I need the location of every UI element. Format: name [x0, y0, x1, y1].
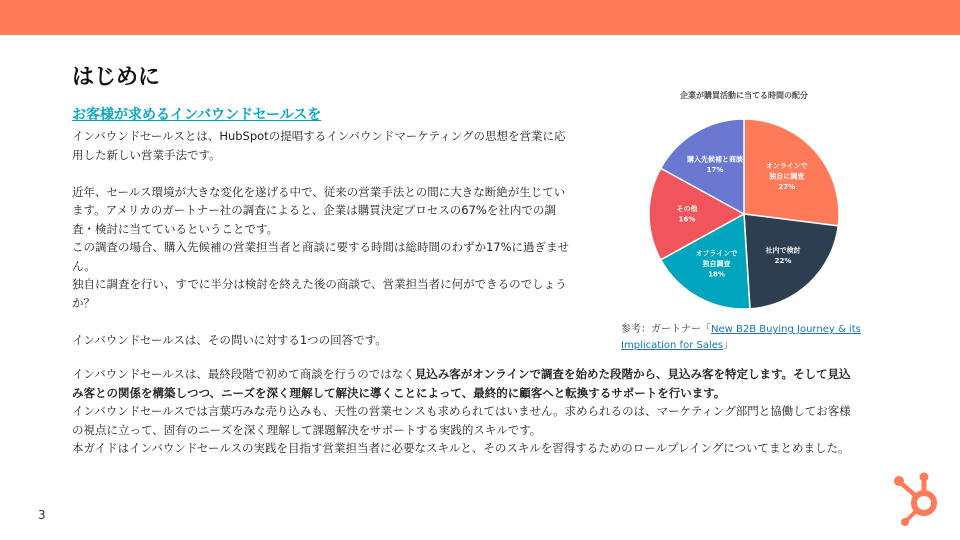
- citation-link[interactable]: New B2B Buying Journey & its Implication for Sales: [621, 324, 861, 351]
- pie-slice-value: 17%: [706, 166, 724, 175]
- pie-slice-label: 購入先候補と商談: [686, 155, 743, 164]
- pie-slice-value: 16%: [678, 215, 696, 224]
- page-number: 3: [38, 508, 46, 522]
- body-paragraph-3: 本ガイドはインバウンドセールスの実践を目指す営業担当者に必要なスキルと、そのスキルを習得するためのロールプレイングについてまとめました。: [72, 441, 850, 455]
- hubspot-sprocket-icon: [888, 466, 950, 528]
- intro-paragraph: 独自に調査を行い、すでに半分は検討を終えた後の商談で、営業担当者に何ができるのでしょうか？: [72, 277, 567, 310]
- pie-chart: [644, 114, 844, 314]
- intro-text: [72, 127, 572, 349]
- section-heading: お客様が求めるインバウンドセールスを: [72, 107, 322, 123]
- intro-paragraph: 近年、セールス環境が大きな変化を遂げる中で、従来の営業手法との間に大きな断絶が生じています。アメリカのガートナー社の調査によると、企業は購買決定プロセスの67%を社内での調査・検討に当てているということです。: [72, 184, 566, 236]
- pie-slice-value: 27%: [778, 182, 796, 191]
- top-accent-bar: [0, 0, 960, 35]
- body-paragraph-2: インバウンドセールスでは言葉巧みな売り込みも、天性の営業センスも求められてはいません。求められるのは、マーケティング部門と協働してお客様の視点に立って、固有のニーズを深く理解して課題解決をサポートする実践的スキルです。: [72, 404, 851, 437]
- chart-title: 企業が購買活動に当てる時間の配分: [680, 91, 808, 100]
- body-paragraph-1: [72, 365, 852, 402]
- citation: [621, 322, 881, 354]
- pie-slice-label: オンラインで: [765, 161, 808, 170]
- intro-paragraph: インバウンドセールスとは、HubSpotの提唱するインバウンドマーケティングの思想を営業に応用した新しい営業手法です。: [72, 129, 566, 162]
- body-normal-text: インバウンドセールスは、最終段階で初めて商談を行うのではなく: [72, 367, 415, 381]
- body-bold-text: 見込み客がオンラインで調査を始めた段階から、見込み客を特定します。そして見込み客との関係を構築しつつ、ニーズを深く理解して解決に導くことによって、最終的に顧客へと転換するサポートを行います。: [72, 367, 851, 400]
- intro-paragraph: インバウンドセールスは、その問いに対する1つの回答です。: [72, 332, 387, 347]
- body-text: [72, 365, 852, 458]
- pie-slice-label: オフラインで: [695, 249, 738, 258]
- citation-prefix: 参考：ガートナー「: [621, 324, 711, 335]
- page-title: はじめに: [72, 65, 161, 90]
- pie-slice-label: 社内で検討: [765, 246, 801, 255]
- pie-slice-value: 18%: [708, 270, 725, 279]
- intro-paragraph: この調査の場合、購入先候補の営業担当者と商談に要する時間は総時間のわずか17%に過ぎません。: [72, 240, 570, 273]
- pie-slice-label: 独自に調査: [769, 172, 805, 181]
- pie-slice-value: 22%: [774, 256, 792, 265]
- citation-suffix: 」: [723, 340, 734, 351]
- pie-slice-label: 独自調査: [702, 259, 731, 268]
- pie-slice-label: その他: [676, 204, 698, 213]
